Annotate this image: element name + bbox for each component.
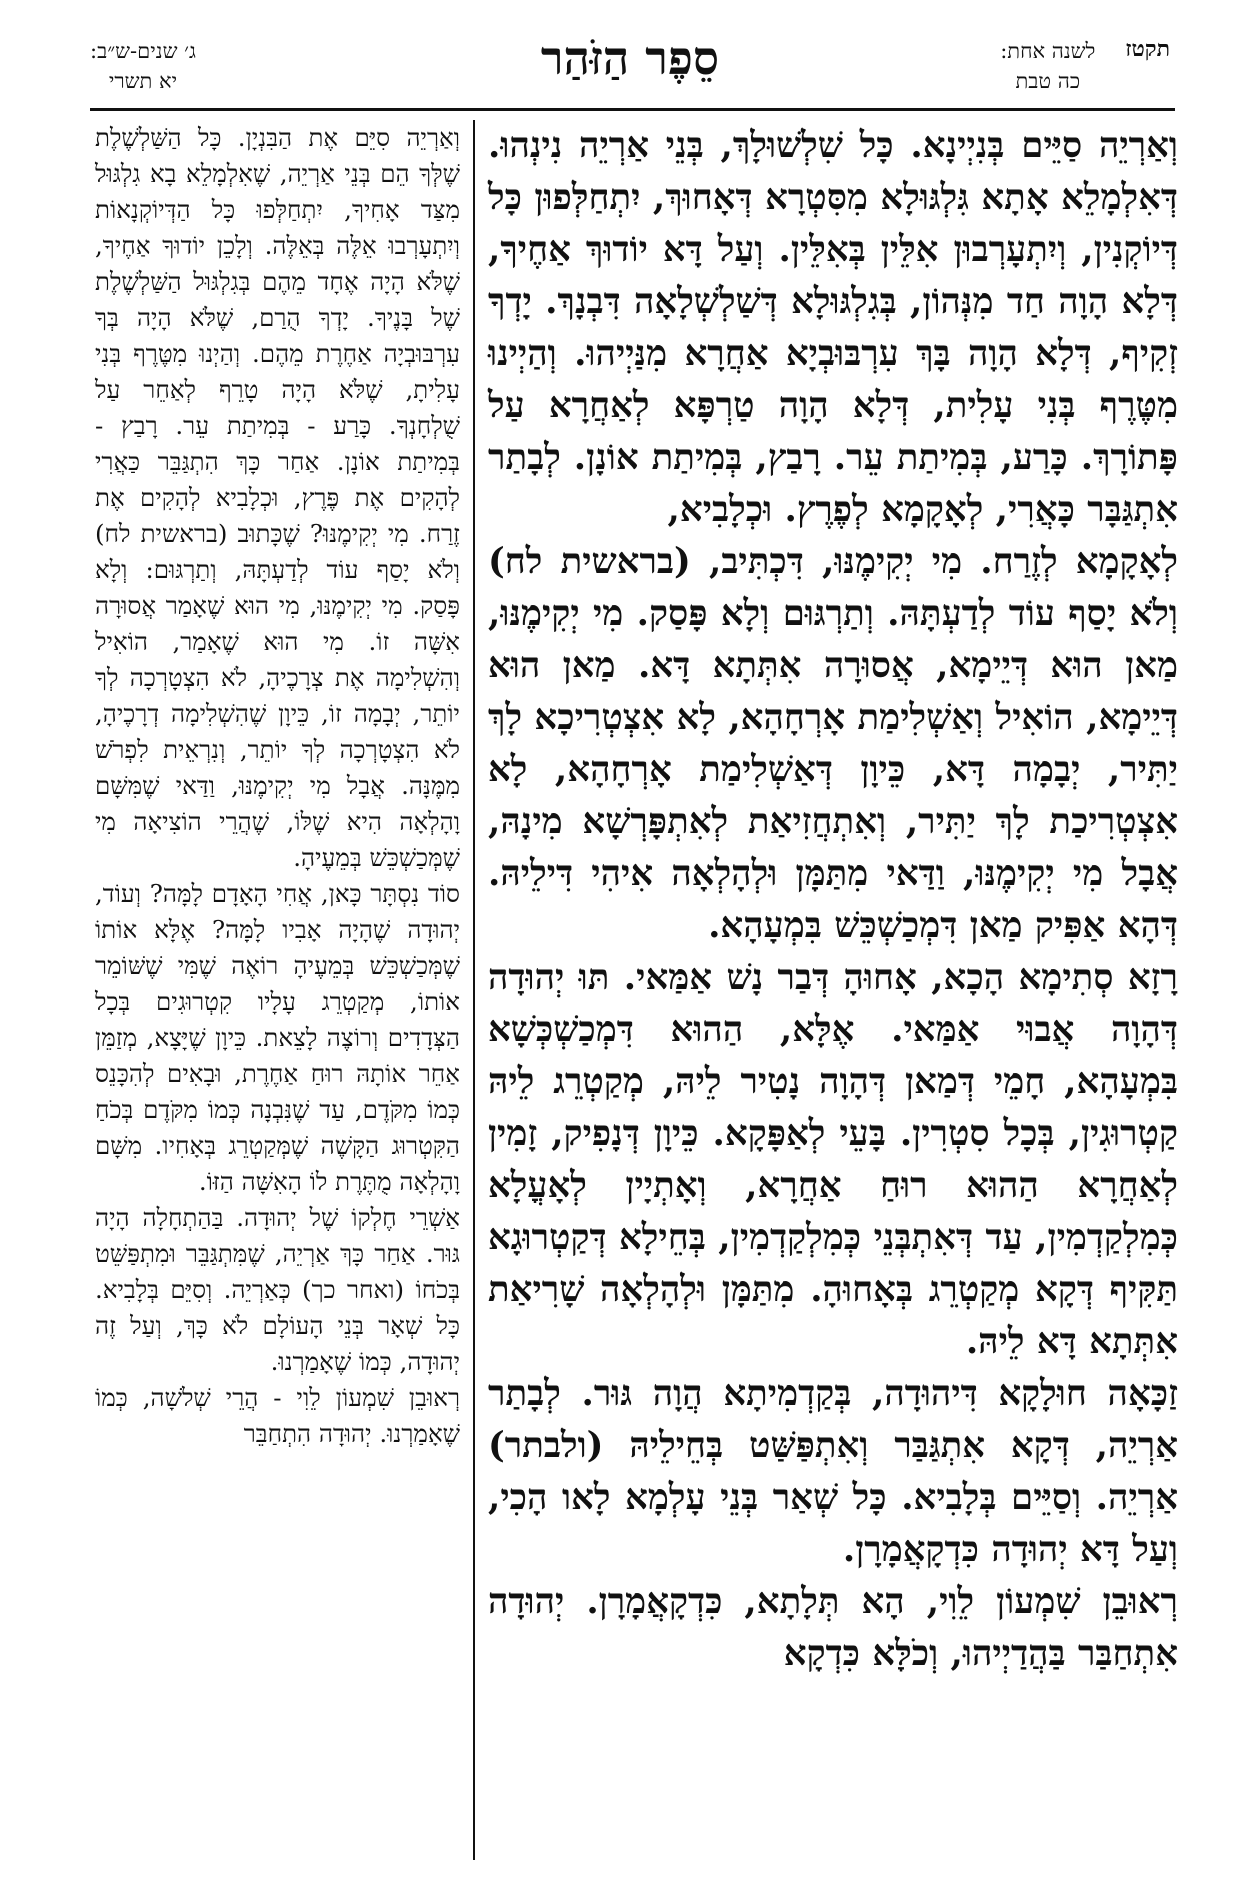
- translation-paragraph: סוֹד נִסְתָּר כָּאן, אֲחִי הָאָדָם לָמָּה? וְעוֹד, יְהוּדָה שֶׁהָיָה אָבִיו לָמָּה? אֶלָּא אוֹתוֹ שֶׁמְּכַשְׁכֵּשׁ בְּמֵעֶיהָ רוֹאֶה שֶׁמִּי שֶׁשּׁוֹמֵר אוֹתוֹ, מְקַטְרֵג עָלָיו קִטְרוּגִים בְּכָל הַצְּדָדִים וְרוֹצֶה לָצֵאת. כֵּיוָן שֶׁיָּצָא, מְזַמֵּן אַחֵר אוֹתָהּ רוּחַ אַחֶרֶת, וּבָאִים לְהִכָּנֵס כְּמוֹ מִקֹּדֶם, עַד שֶׁנִּבְנָה כְּמוֹ מִקֹּדֶם בְּכֹחַ הַקִּטְרוּג הַקָּשֶׁה שֶׁמְּקַטְרֵג בְּאָחִיו. מִשָּׁם וָהָלְאָה מֻתֶּרֶת לוֹ הָאִשָּׁה הַזּוֹ.: [95, 879, 460, 1196]
- header-left: [90, 36, 196, 96]
- translation-paragraph: רְאוּבֵן שִׁמְעוֹן לֵוִי - הֲרֵי שְׁלֹשָׁה, כְּמוֹ שֶׁאָמַרְנוּ. יְהוּדָה הִתְחַבֵּר: [95, 1383, 460, 1448]
- schedule-label-one-year: לשנה אחת:: [1000, 39, 1096, 63]
- header-rule: [90, 108, 1175, 111]
- aramaic-paragraph: רָזָא סְתִימָא הָכָא, אָחוּהָ דְּבַר נָשׁ אַמַּאי. תּוּ יְהוּדָה דְּהָוָה אֲבוּי אַמַּאי. אֶלָּא, הַהוּא דִּמְכַשְׁכְּשָׁא בִּמְעָהָא, חָמֵי דְּמַאן דְּהָוָה נָטִיר לֵיהּ, מְקַטְרֵג לֵיהּ קַטְרוּגִין, בְּכָל סִטְרִין. בָּעֵי לְאַפָּקָא. כֵּיוָן דְּנָפִיק, זָמִין לְאַחֲרָא הַהוּא רוּחַ אַחֲרָא, וְאָתְיָין לְאָעֳלָא כְּמִלְקַדְמִין, עַד דְּאִתְבְּנֵי כְּמִלְקַדְמִין, בְּחֵילָא דְּקַטְרוּגָא תַּקִּיף דְּקָא מְקַטְרֵג בְּאָחוּהָ. מִתַּמָּן וּלְהָלְאָה שָׁרִיאַת אִתְּתָא דָּא לֵיהּ.: [488, 957, 1178, 1362]
- schedule-label-three-year: ג׳ שנים-ש״ב:: [90, 39, 196, 63]
- reading-schedule-three-year: [90, 36, 196, 96]
- translation-paragraph: וְאַרְיֵה סִיֵּם אֶת הַבִּנְיָן. כָּל הַשַּׁלְשֶׁלֶת שֶׁלְּךָ הֵם בְּנֵי אַרְיֵה, שֶׁאִלְמָלֵא בָא גִלְגּוּל מִצַּד אָחִיךָ, יִתְחַלְּפוּ כָּל הַדְּיוֹקְנָאוֹת וְיִתְעָרְבוּ אֵלֶּה בְּאֵלֶּה. וְלָכֵן יוֹדוּךָ אַחֶיךָ, שֶׁלֹּא הָיָה אֶחָד מֵהֶם בְּגִלְגּוּל הַשַּׁלְשֶׁלֶת שֶׁל בָּנֶיךָ. יָדְךָ הֻרַם, שֶׁלֹּא הָיָה בְּךָ עִרְבּוּבְיָה אַחֶרֶת מֵהֶם. וְהַיְנוּ מִטֶּרֶף בְּנִי עָלִיתָ, שֶׁלֹּא הָיָה טָרֵף לְאַחֵר עַל שֻׁלְחָנְךָ. כָּרַע - בְּמִיתַת עֵר. רָבַץ - בְּמִיתַת אוֹנָן. אַחַר כָּךְ הִתְגַּבֵּר כַּאֲרִי לְהָקִים אֶת פֶּרֶץ, וּכְלָבִיא לְהָקִים אֶת זֶרַח. מִי יְקִימֶנּוּ? שֶׁכָּתוּב (בראשית לח) וְלֹא יָסַף עוֹד לְדַעְתָּהּ, וְתַרְגּוּם: וְלָא פָּסַק. מִי יְקִימֶנּוּ, מִי הוּא שֶׁאָמַר אֲסוּרָה אִשָּׁה זוֹ. מִי הוּא שֶׁאָמַר, הוֹאִיל וְהִשְׁלִימָה אֶת צְרָכֶיהָ, לֹא הִצְטָרְכָה לְךָ יוֹתֵר, יְבָמָה זוֹ, כֵּיוָן שֶׁהִשְׁלִימָה דְרָכֶיהָ, לֹא הִצְטָרְכָה לְךָ יוֹתֵר, וְנִרְאֵית לִפְרֹשׁ מִמֶּנָּה. אֲבָל מִי יְקִימֶנּוּ, וַדַּאי שֶׁמִּשָּׁם וָהָלְאָה הִיא שֶׁלּוֹ, שֶׁהֲרֵי הוֹצִיאָה מִי שֶׁמְּכַשְׁכֵּשׁ בְּמֵעֶיהָ.: [95, 123, 460, 872]
- translation-paragraph: אַשְׁרֵי חֶלְקוֹ שֶׁל יְהוּדָה. בַּהַתְחָלָה הָיָה גּוּר. אַחַר כָּךְ אַרְיֵה, שֶׁמִּתְגַּבֵּר וּמִתְפַּשֵּׁט בְּכֹחוֹ (ואחר כך) כְּאַרְיֵה. וְסִיֵּם בְּלָבִיא. כָּל שְׁאָר בְּנֵי הָעוֹלָם לֹא כָּךְ, וְעַל זֶה יְהוּדָה, כְּמוֹ שֶׁאָמַרְנוּ.: [95, 1203, 460, 1376]
- page-header: [90, 28, 1170, 108]
- aramaic-text-column: [488, 120, 1178, 1860]
- page-number: תקטז: [1125, 36, 1170, 62]
- aramaic-paragraph: זַכָּאָה חוּלָקָא דִּיהוּדָה, בְּקַדְמִיתָא הֲוָה גּוּר. לְבָתַר אַרְיֵה, דְּקָא אִתְגַּבַּר וְאִתְפַּשַּׁט בְּחֵילֵיהּ (ולבתר) אַרְיֵה. וְסַיֵּים בְּלָבִיא. כָּל שְׁאַר בְּנֵי עָלְמָא לָאו הָכִי, וְעַל דָּא יְהוּדָה כִּדְקָאֲמָרָן.: [488, 1373, 1178, 1570]
- schedule-date-three-year: יא תשרי: [108, 69, 178, 93]
- book-title: סֵפֶר הַזֹּהַר: [540, 31, 720, 85]
- hebrew-translation-column: [95, 120, 460, 1860]
- schedule-date-one-year: כה טבת: [1015, 69, 1081, 93]
- column-divider: [473, 120, 475, 1860]
- aramaic-paragraph: רְאוּבֵן שִׁמְעוֹן לֵוִי, הָא תְּלָתָא, כִּדְקָאֲמָרָן. יְהוּדָה אִתְחַבַּר בַּהֲדַיְיהוּ, וְכֹלָּא כִּדְקָא: [488, 1581, 1178, 1674]
- aramaic-paragraph: לְאָקָמָא לְזֶרַח. מִי יְקִימֶנּוּ, דִּכְתִּיב, (בראשית לח) וְלֹא יָסַף עוֹד לְדַעְתָּהּ. וְתַרְגּוּם וְלָא פָּסַק. מִי יְקִימֶנּוּ, מַאן הוּא דְּיֵימָא, אֲסוּרָה אִתְּתָא דָּא. מַאן הוּא דְּיֵימָא, הוֹאִיל וְאַשְׁלִימַת אָרְחָהָא, לָא אִצְטְרִיכָא לָךְ יַתִּיר, יְבָמָה דָּא, כֵּיוָן דְּאַשְׁלִימַת אָרְחָהָא, לָא אִצְטְרִיכַת לָךְ יַתִּיר, וְאִתְחֲזִיאַת לְאִתְפָּרְשָׁא מִינָהּ, אֲבָל מִי יְקִימֶנּוּ, וַדַּאי מִתַּמָּן וּלְהָלְאָה אִיהִי דִּילֵיהּ. דְּהָא אַפִּיק מַאן דִּמְכַשְׁכֵּשׁ בִּמְעָהָא.: [488, 541, 1178, 946]
- aramaic-paragraph: וְאַרְיֵה סַיֵּים בְּנִיְינָא. כָּל שִׁלְשׁוּלָךְ, בְּנֵי אַרְיֵה נִינְהוּ. דְּאִלְמָלֵא אָתָא גִּלְגּוּלָא מִסִּטְרָא דְּאָחוּךְ, יִתְחַלְּפוּן כָּל דְּיוֹקְנִין, וְיִתְעָרְבוּן אִלֵּין בְּאִלֵּין. וְעַל דָּא יוֹדוּךְ אַחֶיךָ, דְּלָא הָוָה חַד מִנְּהוֹן, בְּגִלְגּוּלָא דְּשַׁלְשְׁלָאָה דִּבְנָךְ. יָדְךָ זְקִיף, דְּלָא הָוָה בָּךְ עִרְבּוּבְיָא אַחֲרָא מִנַּיְיהוּ. וְהַיְינוּ מִטֶּרֶף בְּנִי עָלִית, דְּלָא הָוָה טַרְפָּא לְאַחֲרָא עַל פָּתוֹרָךְ. כָּרַע, בְּמִיתַת עֵר. רָבַץ, בְּמִיתַת אוֹנָן. לְבָתַר אִתְגַּבָּר כָּאֲרִי, לְאָקָמָא לְפֶרֶץ. וּכְלָבִיא,: [488, 125, 1178, 530]
